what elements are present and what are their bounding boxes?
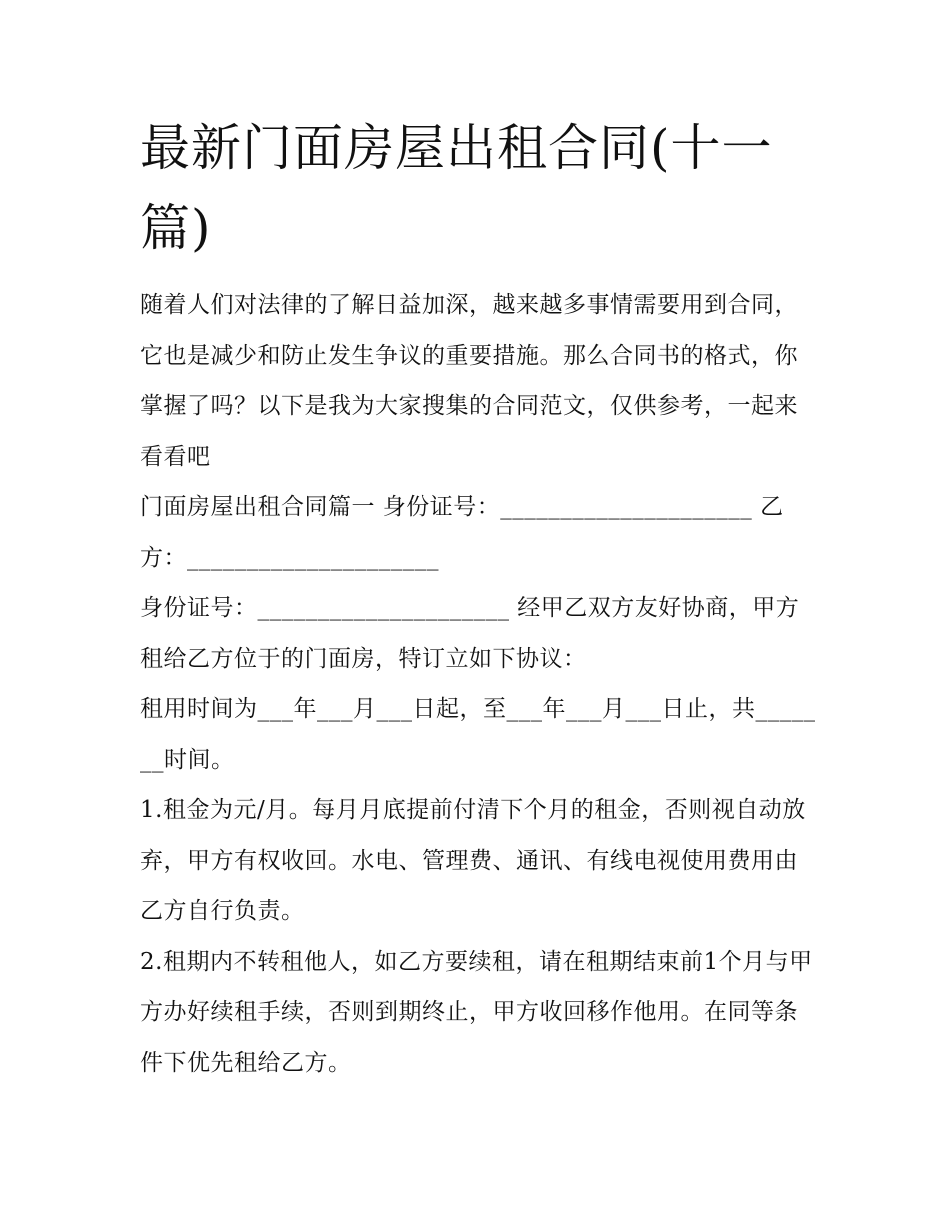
document-body: [140, 280, 820, 1088]
intro-paragraph: 随着人们对法律的了解日益加深，越来越多事情需要用到合同，它也是减少和防止发生争议的重要措施。那么合同书的格式，你掌握了吗？以下是我为大家搜集的合同范文，仅供参考，一起来看看吧: [140, 292, 798, 470]
clause-2-paragraph: 2.租期内不转租他人，如乙方要续租，请在租期结束前1个月与甲方办好续租手续，否则到期终止，甲方收回移作他用。在同等条件下优先租给乙方。: [140, 948, 813, 1076]
clause-1-paragraph: 1.租金为元/月。每月月底提前付清下个月的租金，否则视自动放弃，甲方有权收回。水电、管理费、通讯、有线电视使用费用由乙方自行负责。: [140, 797, 806, 924]
id-agreement-paragraph: 身份证号：_____________________ 经甲乙双方友好协商，甲方租给乙方位于的门面房，特订立如下协议：: [140, 595, 800, 672]
lease-term-paragraph: 租用时间为___年___月___日起，至___年___月___日止，共_______时间。: [140, 696, 816, 773]
contract-party-line: 门面房屋出租合同篇一 身份证号：_____________________ 乙方：_____________________: [140, 494, 784, 571]
document-title: 最新门面房屋出租合同(十一篇): [140, 119, 773, 257]
